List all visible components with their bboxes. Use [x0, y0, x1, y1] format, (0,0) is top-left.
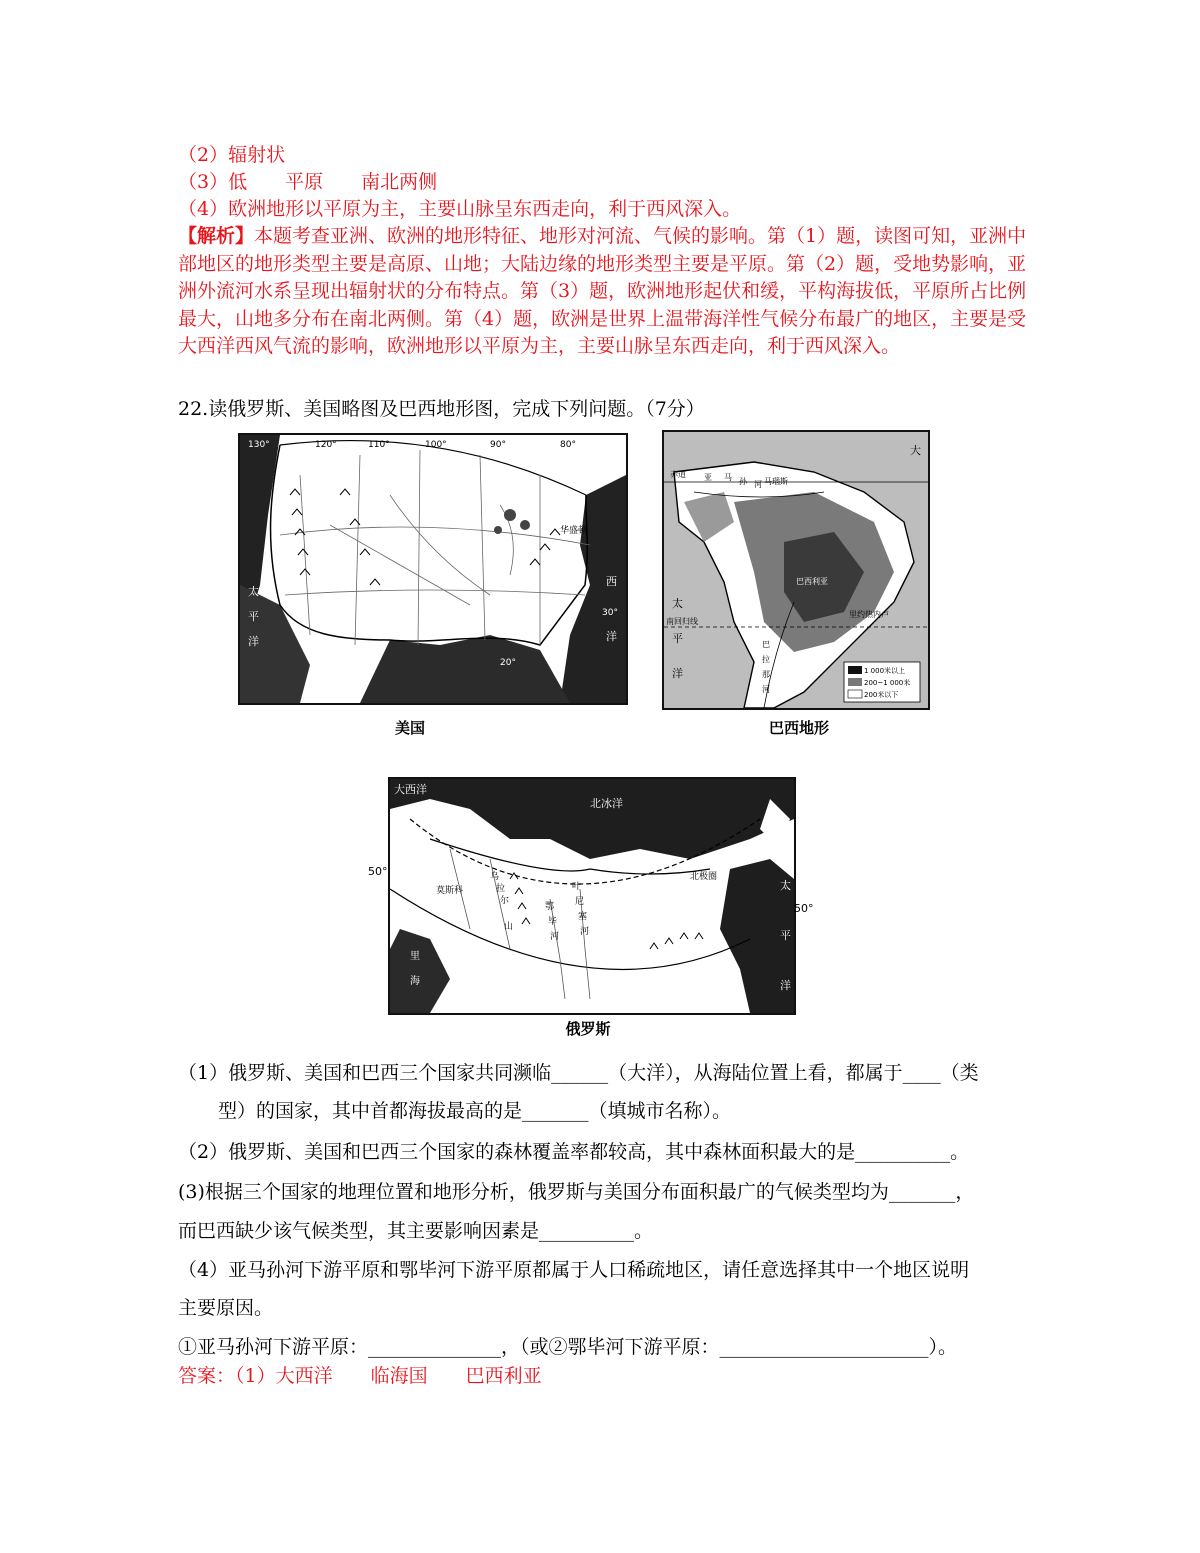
svg-text:山: 山 [504, 922, 514, 932]
svg-text:太: 太 [780, 879, 791, 892]
svg-text:鄂: 鄂 [545, 902, 555, 912]
question-4-line-2: 主要原因。 [178, 1297, 274, 1319]
brazil-legend-1: 1 000米以上 [864, 667, 906, 675]
svg-text:100°: 100° [425, 440, 447, 450]
question-1-line-1: （1）俄罗斯、美国和巴西三个国家共同濒临______（大洋），从海陆位置上看，都属于____（类 [178, 1062, 979, 1084]
svg-text:河: 河 [754, 480, 762, 489]
svg-text:北极圈: 北极圈 [690, 872, 718, 882]
svg-text:平: 平 [672, 632, 683, 645]
answer-line-4: （4）欧洲地形以平原为主，主要山脉呈东西走向，利于西风深入。 [178, 198, 742, 220]
svg-text:里约热内卢: 里约热内卢 [849, 610, 889, 619]
svg-text:130°: 130° [248, 440, 270, 450]
brazil-map [662, 430, 930, 710]
svg-text:太: 太 [672, 597, 683, 610]
brazil-legend-2: 200~1 000米 [864, 679, 911, 687]
svg-text:洋: 洋 [780, 979, 791, 992]
svg-text:河: 河 [580, 927, 590, 937]
answer-line-3: （3）低 平原 南北两侧 [178, 171, 438, 193]
svg-text:乌: 乌 [490, 872, 500, 882]
svg-text:110°: 110° [368, 440, 390, 450]
question-4-line-1: （4）亚马孙河下游平原和鄂毕河下游平原都属于人口稀疏地区，请任意选择其中一个地区说明 [178, 1259, 970, 1281]
russia-lat-left: 50° [368, 865, 388, 878]
svg-text:90°: 90° [490, 440, 506, 450]
svg-text:河: 河 [550, 932, 560, 942]
svg-text:孙: 孙 [739, 477, 747, 486]
svg-text:洋: 洋 [672, 667, 683, 680]
analysis-label: 【解析】 [178, 225, 255, 247]
answer-22-line-1: 答案：（1）大西洋 临海国 巴西利亚 [178, 1365, 542, 1387]
question-4-line-3: ①亚马孙河下游平原：______________，（或②鄂毕河下游平原：______________________）。 [178, 1336, 958, 1358]
brazil-map-drawing [664, 432, 928, 708]
svg-text:120°: 120° [315, 440, 337, 450]
svg-text:巴西利亚: 巴西利亚 [796, 577, 828, 586]
question-2: （2）俄罗斯、美国和巴西三个国家的森林覆盖率都较高，其中森林面积最大的是__________。 [178, 1141, 970, 1163]
russia-map [388, 777, 796, 1015]
svg-text:亚: 亚 [704, 473, 712, 482]
svg-text:30°: 30° [602, 608, 618, 618]
svg-text:那: 那 [762, 670, 770, 679]
svg-text:海: 海 [410, 976, 420, 987]
russia-map-drawing [390, 779, 794, 1013]
usa-map-drawing [240, 435, 626, 703]
svg-text:大: 大 [910, 444, 921, 457]
svg-text:莫斯科: 莫斯科 [436, 886, 464, 896]
usa-map [238, 433, 628, 705]
analysis-text: 本题考查亚洲、欧洲的地形特征、地形对河流、气候的影响。第（1）题，读图可知，亚洲中部地区的地形类型主要是高原、山地；大陆边缘的地形类型主要是平原。第（2）题，受地势影响，亚洲外流河水系呈现出辐射状的分布特点。第（3）题，欧洲地形起伏和缓，平构海拔低，平原所占比例最大，山地多分布在南北两侧。第（4）题，欧洲是世界上温带海洋性气候分布最广的地区，主要是受大西洋西风气流的影响，欧洲地形以平原为主，主要山脉呈东西走向，利于西风深入。 [178, 225, 1027, 357]
svg-text:平: 平 [780, 929, 791, 942]
russia-lat-right: 50° [794, 902, 814, 915]
svg-text:河: 河 [762, 685, 770, 694]
svg-text:拉: 拉 [496, 884, 506, 894]
svg-text:20°: 20° [500, 658, 516, 668]
question-3-line-2: 而巴西缺少该气候类型，其主要影响因素是__________。 [178, 1220, 654, 1242]
svg-text:大西洋: 大西洋 [394, 783, 427, 796]
question-22-title: 22.读俄罗斯、美国略图及巴西地形图，完成下列问题。（7分） [178, 398, 705, 420]
question-3-line-1: (3)根据三个国家的地理位置和地形分析，俄罗斯与美国分布面积最广的气候类型均为_______， [178, 1181, 975, 1203]
svg-text:平: 平 [248, 610, 259, 623]
svg-text:太: 太 [248, 585, 259, 598]
analysis-paragraph [178, 223, 1030, 361]
question-1-line-2: 型）的国家，其中首都海拔最高的是_______（填城市名称）。 [218, 1100, 732, 1122]
russia-map-caption: 俄罗斯 [565, 1020, 611, 1038]
svg-text:尔: 尔 [500, 896, 510, 906]
svg-text:里: 里 [410, 951, 420, 962]
svg-text:80°: 80° [560, 440, 576, 450]
svg-text:赤道: 赤道 [670, 470, 686, 479]
svg-text:叶: 叶 [572, 882, 582, 892]
svg-text:华盛顿: 华盛顿 [560, 526, 588, 536]
svg-text:马瑙斯: 马瑙斯 [764, 477, 788, 486]
svg-text:马: 马 [724, 473, 732, 482]
svg-text:南回归线: 南回归线 [666, 617, 698, 626]
svg-text:尼: 尼 [575, 897, 585, 907]
answer-line-2: （2）辐射状 [178, 144, 286, 166]
svg-text:洋: 洋 [248, 635, 259, 648]
svg-text:西: 西 [606, 575, 617, 588]
svg-text:毕: 毕 [548, 917, 558, 927]
svg-text:拉: 拉 [762, 655, 770, 664]
svg-text:洋: 洋 [606, 630, 617, 643]
brazil-map-caption: 巴西地形 [768, 719, 829, 737]
usa-map-caption: 美国 [394, 719, 425, 737]
svg-text:北冰洋: 北冰洋 [590, 797, 623, 810]
brazil-legend-3: 200米以下 [864, 691, 899, 699]
svg-text:巴: 巴 [762, 640, 770, 649]
svg-text:塞: 塞 [578, 912, 588, 922]
